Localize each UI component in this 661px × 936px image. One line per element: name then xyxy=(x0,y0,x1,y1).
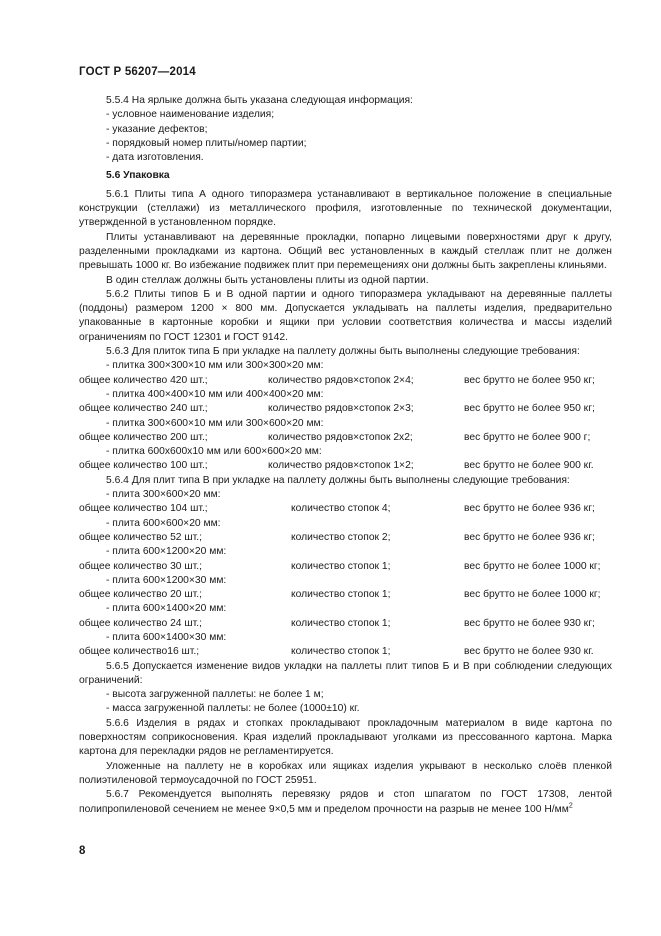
tile-size-heading: - плитка 400×400×10 мм или 400×400×20 мм: xyxy=(106,388,324,400)
page-number: 8 xyxy=(79,845,86,857)
plate-size-heading: - плита 600×1200×30 мм: xyxy=(106,574,227,586)
gross-weight: вес брутто не более 936 кг; xyxy=(464,531,595,543)
paragraph-5-6-3: 5.6.3 Для плиток типа Б при укладке на паллету должны быть выполнены следующие требования: xyxy=(106,346,580,358)
tile-size-heading: - плитка 600х600х10 мм или 600×600×20 мм: xyxy=(106,446,322,458)
type-b-requirements xyxy=(79,359,612,473)
plate-size-heading: - плита 600×1200×20 мм: xyxy=(106,546,227,558)
superscript: 2 xyxy=(568,802,573,810)
total-quantity: общее количество 30 шт.; xyxy=(79,560,202,572)
paragraph-5-6-6-b: Уложенные на паллету не в коробках или ящиках изделия укрывают в несколько слоёв пленкой полиэтиленовой термоусадочной по ГОСТ 25951. xyxy=(79,760,612,786)
paragraph-5-6-2: 5.6.2 Плиты типов Б и В одной партии и одного типоразмера укладывают на деревянные паллеты (поддоны) размером 1200 × 800 мм. Допускается укладывать на паллеты изделия, предварительно упакованные в картонные коробки и ящики при условии соответствия количества и массы изделий ограничениям по ГОСТ 12301 и ГОСТ 9142. xyxy=(79,288,612,343)
section-title-packaging: 5.6 Упаковка xyxy=(106,170,170,182)
stack-count: количество стопок 4; xyxy=(291,503,391,515)
total-quantity: общее количество 24 шт.; xyxy=(79,617,202,629)
plate-spec-row xyxy=(79,645,612,659)
gross-weight: вес брутто не более 930 кг; xyxy=(464,617,595,629)
gross-weight: вес брутто не более 900 кг. xyxy=(464,460,594,472)
tile-spec-row xyxy=(79,431,612,445)
stack-count: количество стопок 1; xyxy=(291,560,391,572)
total-quantity: общее количество 240 шт.; xyxy=(79,403,208,415)
total-quantity: общее количество 100 шт.; xyxy=(79,460,208,472)
paragraph-5-6-5: 5.6.5 Допускается изменение видов укладки на паллеты плит типов Б и В при соблюдении следующих ограничений: xyxy=(79,660,612,686)
stack-count: количество стопок 2; xyxy=(291,531,391,543)
list-item: - порядковый номер плиты/номер партии; xyxy=(106,137,307,149)
section-5-5-4-intro: 5.5.4 На ярлыке должна быть указана следующая информация: xyxy=(106,95,413,106)
gross-weight: вес брутто не более 950 кг; xyxy=(464,374,595,386)
paragraph-5-6-7-text: 5.6.7 Рекомендуется выполнять перевязку рядов и стоп шпагатом по ГОСТ 17308, лентой полипропиленовой сечением не менее 9×0,5 мм и пределом прочности на разрыв не менее 100 Н/мм xyxy=(79,789,612,815)
gross-weight: вес брутто не более 950 кг; xyxy=(464,403,595,415)
rows-stacks: количество рядов×стопок 2х2; xyxy=(268,431,413,443)
plate-size-heading: - плита 600×600×20 мм: xyxy=(106,517,221,529)
plate-spec-row xyxy=(79,531,612,545)
type-v-requirements xyxy=(79,488,612,660)
stack-count: количество стопок 1; xyxy=(291,589,391,601)
total-quantity: общее количество 20 шт.; xyxy=(79,589,202,601)
gross-weight: вес брутто не более 1000 кг; xyxy=(464,589,601,601)
paragraph-5-6-6: 5.6.6 Изделия в рядах и стопках прокладывают прокладочным материалом в виде картона по поверхностям соприкосновения. Края изделий прокладывают уголками из прессованного картона. Марка картона для перекладки рядов не регламентируется. xyxy=(79,717,612,758)
document-body xyxy=(79,94,612,817)
rows-stacks: количество рядов×стопок 2×4; xyxy=(268,374,414,386)
list-item: - дата изготовления. xyxy=(106,152,204,164)
paragraph-5-6-7 xyxy=(79,788,612,817)
paragraph-5-6-1-b: Плиты устанавливают на деревянные прокладки, попарно лицевыми поверхностями друг к другу, разделенными прокладками из картона. Общий вес установленных в каждый стеллаж плит не должен превышать 1000 кг. Во избежание подвижек плит при перемещениях они должны быть закреплены клиньями. xyxy=(79,231,612,272)
list-item: - масса загруженной паллеты: не более (1000±10) кг. xyxy=(106,703,360,715)
total-quantity: общее количество 200 шт.; xyxy=(79,431,208,443)
plate-spec-row xyxy=(79,617,612,631)
gross-weight: вес брутто не более 900 г; xyxy=(464,431,591,443)
rows-stacks: количество рядов×стопок 2×3; xyxy=(268,403,414,415)
tile-size-heading: - плитка 300×300×10 мм или 300×300×20 мм: xyxy=(106,360,324,372)
plate-spec-row xyxy=(79,588,612,602)
stack-count: количество стопок 1; xyxy=(291,646,391,658)
gross-weight: вес брутто не более 1000 кг; xyxy=(464,560,601,572)
document-header: ГОСТ Р 56207—2014 xyxy=(79,66,196,78)
plate-size-heading: - плита 300×600×20 мм: xyxy=(106,489,221,501)
total-quantity: общее количество 420 шт.; xyxy=(79,374,208,386)
tile-spec-row xyxy=(79,402,612,416)
plate-size-heading: - плита 600×1400×30 мм: xyxy=(106,631,227,643)
rows-stacks: количество рядов×стопок 1×2; xyxy=(268,460,414,472)
tile-spec-row xyxy=(79,374,612,388)
list-item: - указание дефектов; xyxy=(106,123,208,135)
gross-weight: вес брутто не более 936 кг; xyxy=(464,503,595,515)
gross-weight: вес брутто не более 930 кг. xyxy=(464,646,594,658)
total-quantity: общее количество16 шт.; xyxy=(79,646,200,658)
paragraph-5-6-4: 5.6.4 Для плит типа В при укладке на паллету должны быть выполнены следующие требования: xyxy=(106,474,570,486)
plate-spec-row xyxy=(79,560,612,574)
tile-size-heading: - плитка 300×600×10 мм или 300×600×20 мм: xyxy=(106,417,324,429)
stack-count: количество стопок 1; xyxy=(291,617,391,629)
total-quantity: общее количество 104 шт.; xyxy=(79,503,208,515)
plate-size-heading: - плита 600×1400×20 мм: xyxy=(106,603,227,615)
tile-spec-row xyxy=(79,459,612,473)
paragraph-5-6-1: 5.6.1 Плиты типа А одного типоразмера устанавливают в вертикальное положение в специальные конструкции (стеллажи) из металлического профиля, изготовленные по технической документации, утвержденной в установленном порядке. xyxy=(79,188,612,229)
list-item: - условное наименование изделия; xyxy=(106,109,275,121)
paragraph-5-6-1-c: В один стеллаж должны быть установлены плиты из одной партии. xyxy=(106,274,429,286)
list-item: - высота загруженной паллеты: не более 1 м; xyxy=(106,689,324,701)
total-quantity: общее количество 52 шт.; xyxy=(79,531,202,543)
plate-spec-row xyxy=(79,502,612,516)
